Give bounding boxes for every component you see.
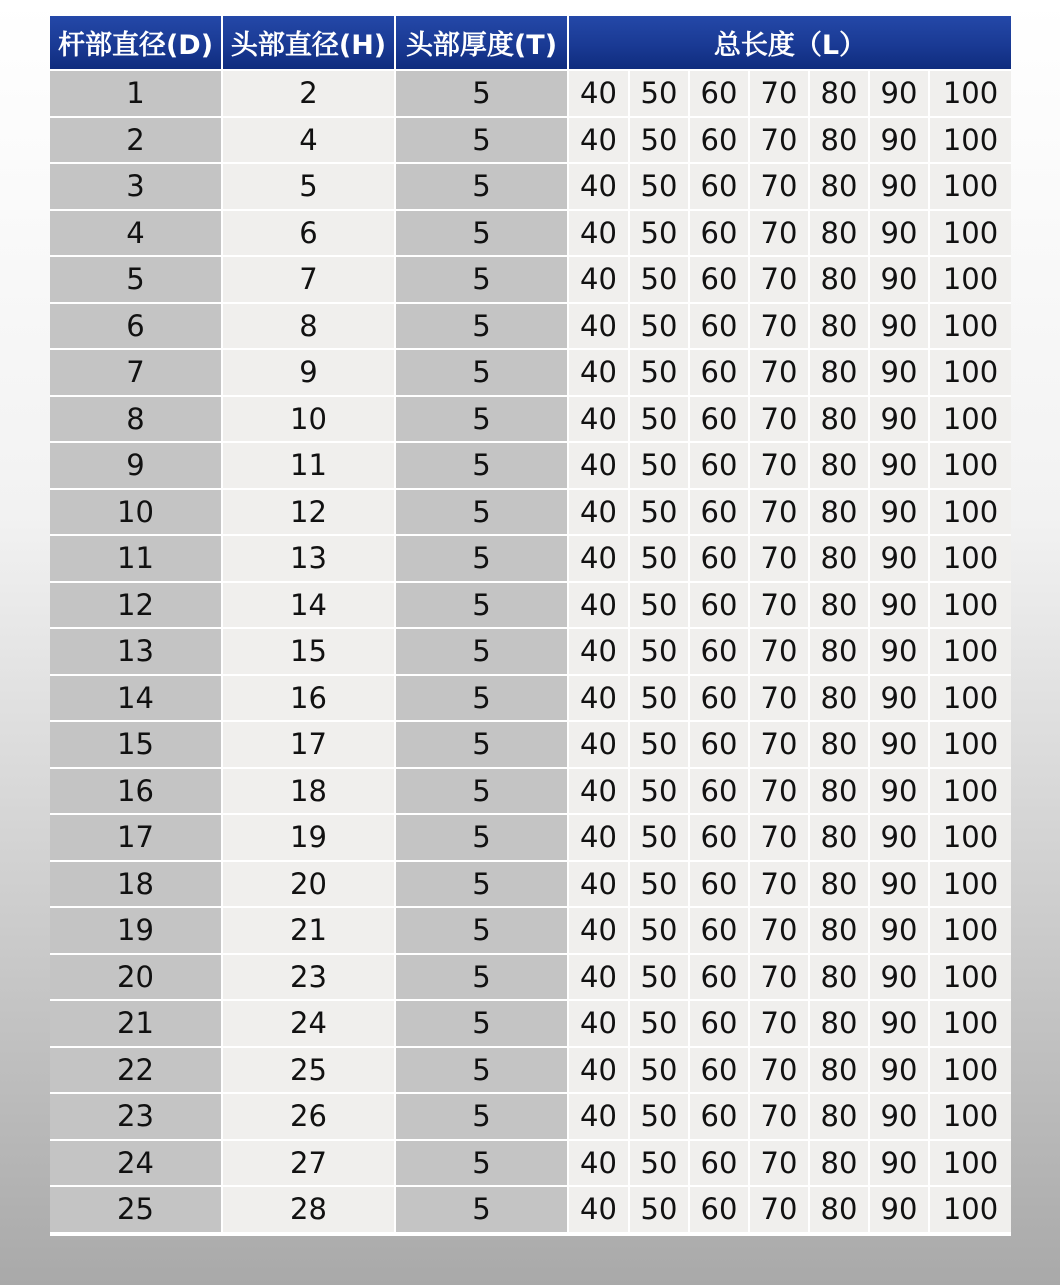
table-row <box>50 908 1011 955</box>
total-length-cell: 70 <box>750 583 810 630</box>
head-thickness-cell: 5 <box>396 350 569 397</box>
total-length-cell: 80 <box>810 257 870 304</box>
header-shaft-diameter: 杆部直径(D) <box>50 16 223 71</box>
total-length-cell: 40 <box>569 164 630 211</box>
total-length-cell: 50 <box>630 815 690 862</box>
total-length-cell: 100 <box>930 629 1011 676</box>
total-length-cell: 70 <box>750 536 810 583</box>
shaft-diameter-cell: 5 <box>50 257 223 304</box>
head-diameter-cell: 26 <box>223 1094 396 1141</box>
total-length-cell: 70 <box>750 71 810 118</box>
table-row <box>50 862 1011 909</box>
total-length-cell: 50 <box>630 490 690 537</box>
total-length-cell: 50 <box>630 908 690 955</box>
head-thickness-cell: 5 <box>396 490 569 537</box>
total-length-cell: 100 <box>930 955 1011 1002</box>
header-head-diameter: 头部直径(H) <box>223 16 396 71</box>
table-row <box>50 211 1011 258</box>
head-thickness-cell: 5 <box>396 583 569 630</box>
total-length-cell: 90 <box>870 118 930 165</box>
total-length-cell: 80 <box>810 536 870 583</box>
head-thickness-cell: 5 <box>396 118 569 165</box>
head-diameter-cell: 18 <box>223 769 396 816</box>
shaft-diameter-cell: 21 <box>50 1001 223 1048</box>
total-length-cell: 60 <box>690 443 750 490</box>
shaft-diameter-cell: 15 <box>50 722 223 769</box>
total-length-cell: 70 <box>750 1001 810 1048</box>
table-row <box>50 118 1011 165</box>
total-length-cell: 100 <box>930 769 1011 816</box>
head-diameter-cell: 13 <box>223 536 396 583</box>
total-length-cell: 60 <box>690 676 750 723</box>
table-row <box>50 583 1011 630</box>
head-thickness-cell: 5 <box>396 1048 569 1095</box>
table-row <box>50 536 1011 583</box>
total-length-cell: 70 <box>750 815 810 862</box>
total-length-cell: 60 <box>690 1001 750 1048</box>
total-length-cell: 60 <box>690 583 750 630</box>
total-length-cell: 80 <box>810 676 870 723</box>
total-length-cell: 50 <box>630 71 690 118</box>
head-diameter-cell: 14 <box>223 583 396 630</box>
total-length-cell: 80 <box>810 164 870 211</box>
head-thickness-cell: 5 <box>396 629 569 676</box>
total-length-cell: 60 <box>690 304 750 351</box>
total-length-cell: 60 <box>690 908 750 955</box>
total-length-cell: 50 <box>630 1048 690 1095</box>
total-length-cell: 50 <box>630 676 690 723</box>
head-thickness-cell: 5 <box>396 908 569 955</box>
head-thickness-cell: 5 <box>396 676 569 723</box>
total-length-cell: 50 <box>630 629 690 676</box>
shaft-diameter-cell: 12 <box>50 583 223 630</box>
total-length-cell: 50 <box>630 304 690 351</box>
shaft-diameter-cell: 19 <box>50 908 223 955</box>
total-length-cell: 100 <box>930 536 1011 583</box>
total-length-cell: 100 <box>930 815 1011 862</box>
total-length-cell: 100 <box>930 71 1011 118</box>
total-length-cell: 60 <box>690 769 750 816</box>
head-thickness-cell: 5 <box>396 769 569 816</box>
total-length-cell: 40 <box>569 955 630 1002</box>
table-row <box>50 1048 1011 1095</box>
total-length-cell: 40 <box>569 769 630 816</box>
total-length-cell: 100 <box>930 257 1011 304</box>
table-row <box>50 722 1011 769</box>
total-length-cell: 40 <box>569 211 630 258</box>
total-length-cell: 80 <box>810 955 870 1002</box>
total-length-cell: 90 <box>870 1001 930 1048</box>
total-length-cell: 100 <box>930 443 1011 490</box>
table-row <box>50 1094 1011 1141</box>
total-length-cell: 90 <box>870 443 930 490</box>
table-row <box>50 815 1011 862</box>
total-length-cell: 40 <box>569 118 630 165</box>
total-length-cell: 50 <box>630 722 690 769</box>
total-length-cell: 60 <box>690 257 750 304</box>
shaft-diameter-cell: 13 <box>50 629 223 676</box>
total-length-cell: 40 <box>569 490 630 537</box>
total-length-cell: 80 <box>810 490 870 537</box>
total-length-cell: 90 <box>870 1187 930 1234</box>
head-thickness-cell: 5 <box>396 1094 569 1141</box>
table-row <box>50 257 1011 304</box>
total-length-cell: 90 <box>870 397 930 444</box>
head-thickness-cell: 5 <box>396 536 569 583</box>
total-length-cell: 90 <box>870 1094 930 1141</box>
total-length-cell: 40 <box>569 1001 630 1048</box>
total-length-cell: 100 <box>930 490 1011 537</box>
total-length-cell: 90 <box>870 304 930 351</box>
total-length-cell: 90 <box>870 583 930 630</box>
shaft-diameter-cell: 20 <box>50 955 223 1002</box>
shaft-diameter-cell: 24 <box>50 1141 223 1188</box>
total-length-cell: 40 <box>569 583 630 630</box>
total-length-cell: 50 <box>630 1141 690 1188</box>
total-length-cell: 50 <box>630 583 690 630</box>
shaft-diameter-cell: 7 <box>50 350 223 397</box>
total-length-cell: 90 <box>870 908 930 955</box>
total-length-cell: 60 <box>690 536 750 583</box>
total-length-cell: 80 <box>810 1141 870 1188</box>
table-row <box>50 769 1011 816</box>
head-diameter-cell: 5 <box>223 164 396 211</box>
total-length-cell: 100 <box>930 1141 1011 1188</box>
total-length-cell: 80 <box>810 862 870 909</box>
head-thickness-cell: 5 <box>396 71 569 118</box>
total-length-cell: 80 <box>810 769 870 816</box>
total-length-cell: 70 <box>750 304 810 351</box>
total-length-cell: 60 <box>690 1048 750 1095</box>
head-diameter-cell: 9 <box>223 350 396 397</box>
total-length-cell: 40 <box>569 1094 630 1141</box>
total-length-cell: 60 <box>690 1094 750 1141</box>
total-length-cell: 70 <box>750 1141 810 1188</box>
total-length-cell: 70 <box>750 397 810 444</box>
total-length-cell: 70 <box>750 1048 810 1095</box>
total-length-cell: 100 <box>930 304 1011 351</box>
total-length-cell: 50 <box>630 955 690 1002</box>
head-diameter-cell: 11 <box>223 443 396 490</box>
head-thickness-cell: 5 <box>396 164 569 211</box>
table-row <box>50 71 1011 118</box>
table-row <box>50 1001 1011 1048</box>
total-length-cell: 60 <box>690 350 750 397</box>
total-length-cell: 40 <box>569 1048 630 1095</box>
total-length-cell: 60 <box>690 118 750 165</box>
shaft-diameter-cell: 2 <box>50 118 223 165</box>
shaft-diameter-cell: 17 <box>50 815 223 862</box>
total-length-cell: 40 <box>569 815 630 862</box>
total-length-cell: 100 <box>930 908 1011 955</box>
total-length-cell: 80 <box>810 211 870 258</box>
total-length-cell: 100 <box>930 1187 1011 1234</box>
shaft-diameter-cell: 16 <box>50 769 223 816</box>
total-length-cell: 60 <box>690 955 750 1002</box>
total-length-cell: 40 <box>569 1141 630 1188</box>
total-length-cell: 90 <box>870 1048 930 1095</box>
table-row <box>50 676 1011 723</box>
head-thickness-cell: 5 <box>396 1141 569 1188</box>
head-diameter-cell: 19 <box>223 815 396 862</box>
total-length-cell: 60 <box>690 862 750 909</box>
total-length-cell: 50 <box>630 536 690 583</box>
shaft-diameter-cell: 1 <box>50 71 223 118</box>
head-diameter-cell: 17 <box>223 722 396 769</box>
table-header-row <box>50 16 1011 71</box>
total-length-cell: 70 <box>750 443 810 490</box>
table-row <box>50 164 1011 211</box>
table-row <box>50 490 1011 537</box>
total-length-cell: 50 <box>630 164 690 211</box>
total-length-cell: 40 <box>569 722 630 769</box>
total-length-cell: 50 <box>630 211 690 258</box>
total-length-cell: 70 <box>750 350 810 397</box>
shaft-diameter-cell: 25 <box>50 1187 223 1234</box>
total-length-cell: 70 <box>750 257 810 304</box>
total-length-cell: 80 <box>810 1187 870 1234</box>
head-thickness-cell: 5 <box>396 955 569 1002</box>
total-length-cell: 100 <box>930 862 1011 909</box>
head-diameter-cell: 25 <box>223 1048 396 1095</box>
total-length-cell: 70 <box>750 722 810 769</box>
total-length-cell: 50 <box>630 1187 690 1234</box>
total-length-cell: 50 <box>630 257 690 304</box>
total-length-cell: 60 <box>690 629 750 676</box>
head-diameter-cell: 7 <box>223 257 396 304</box>
total-length-cell: 80 <box>810 397 870 444</box>
head-thickness-cell: 5 <box>396 722 569 769</box>
total-length-cell: 40 <box>569 908 630 955</box>
head-diameter-cell: 23 <box>223 955 396 1002</box>
total-length-cell: 90 <box>870 722 930 769</box>
total-length-cell: 50 <box>630 1001 690 1048</box>
total-length-cell: 90 <box>870 536 930 583</box>
total-length-cell: 90 <box>870 211 930 258</box>
total-length-cell: 40 <box>569 536 630 583</box>
shaft-diameter-cell: 4 <box>50 211 223 258</box>
head-diameter-cell: 8 <box>223 304 396 351</box>
total-length-cell: 90 <box>870 490 930 537</box>
shaft-diameter-cell: 23 <box>50 1094 223 1141</box>
total-length-cell: 80 <box>810 908 870 955</box>
total-length-cell: 50 <box>630 862 690 909</box>
total-length-cell: 80 <box>810 71 870 118</box>
shaft-diameter-cell: 18 <box>50 862 223 909</box>
total-length-cell: 80 <box>810 118 870 165</box>
total-length-cell: 70 <box>750 1187 810 1234</box>
head-diameter-cell: 12 <box>223 490 396 537</box>
shaft-diameter-cell: 11 <box>50 536 223 583</box>
head-thickness-cell: 5 <box>396 1187 569 1234</box>
head-diameter-cell: 16 <box>223 676 396 723</box>
total-length-cell: 40 <box>569 629 630 676</box>
total-length-cell: 40 <box>569 1187 630 1234</box>
head-diameter-cell: 4 <box>223 118 396 165</box>
head-diameter-cell: 28 <box>223 1187 396 1234</box>
total-length-cell: 90 <box>870 815 930 862</box>
total-length-cell: 90 <box>870 164 930 211</box>
total-length-cell: 50 <box>630 1094 690 1141</box>
table-row <box>50 629 1011 676</box>
table-row <box>50 443 1011 490</box>
spec-table-container <box>50 16 1011 1236</box>
total-length-cell: 100 <box>930 1094 1011 1141</box>
total-length-cell: 100 <box>930 1001 1011 1048</box>
total-length-cell: 60 <box>690 722 750 769</box>
total-length-cell: 50 <box>630 350 690 397</box>
total-length-cell: 80 <box>810 815 870 862</box>
total-length-cell: 80 <box>810 722 870 769</box>
head-thickness-cell: 5 <box>396 211 569 258</box>
total-length-cell: 60 <box>690 490 750 537</box>
total-length-cell: 70 <box>750 1094 810 1141</box>
total-length-cell: 80 <box>810 1048 870 1095</box>
total-length-cell: 90 <box>870 862 930 909</box>
total-length-cell: 100 <box>930 350 1011 397</box>
total-length-cell: 70 <box>750 769 810 816</box>
total-length-cell: 70 <box>750 676 810 723</box>
total-length-cell: 50 <box>630 118 690 165</box>
total-length-cell: 70 <box>750 955 810 1002</box>
total-length-cell: 90 <box>870 1141 930 1188</box>
total-length-cell: 80 <box>810 583 870 630</box>
shaft-diameter-cell: 8 <box>50 397 223 444</box>
head-diameter-cell: 6 <box>223 211 396 258</box>
total-length-cell: 90 <box>870 955 930 1002</box>
header-total-length: 总长度（L） <box>569 16 1011 71</box>
head-thickness-cell: 5 <box>396 862 569 909</box>
head-thickness-cell: 5 <box>396 1001 569 1048</box>
total-length-cell: 90 <box>870 629 930 676</box>
table-row <box>50 1141 1011 1188</box>
table-row <box>50 955 1011 1002</box>
total-length-cell: 100 <box>930 164 1011 211</box>
total-length-cell: 40 <box>569 71 630 118</box>
total-length-cell: 100 <box>930 1048 1011 1095</box>
total-length-cell: 40 <box>569 257 630 304</box>
total-length-cell: 70 <box>750 862 810 909</box>
total-length-cell: 80 <box>810 443 870 490</box>
total-length-cell: 60 <box>690 397 750 444</box>
total-length-cell: 90 <box>870 350 930 397</box>
total-length-cell: 60 <box>690 211 750 258</box>
total-length-cell: 80 <box>810 1094 870 1141</box>
head-thickness-cell: 5 <box>396 397 569 444</box>
head-thickness-cell: 5 <box>396 304 569 351</box>
total-length-cell: 100 <box>930 583 1011 630</box>
total-length-cell: 90 <box>870 676 930 723</box>
table-row <box>50 304 1011 351</box>
total-length-cell: 60 <box>690 71 750 118</box>
head-diameter-cell: 20 <box>223 862 396 909</box>
total-length-cell: 90 <box>870 257 930 304</box>
total-length-cell: 80 <box>810 629 870 676</box>
head-diameter-cell: 10 <box>223 397 396 444</box>
total-length-cell: 70 <box>750 490 810 537</box>
head-diameter-cell: 24 <box>223 1001 396 1048</box>
total-length-cell: 70 <box>750 211 810 258</box>
total-length-cell: 70 <box>750 908 810 955</box>
total-length-cell: 40 <box>569 676 630 723</box>
total-length-cell: 60 <box>690 1187 750 1234</box>
total-length-cell: 60 <box>690 164 750 211</box>
total-length-cell: 90 <box>870 71 930 118</box>
total-length-cell: 100 <box>930 676 1011 723</box>
total-length-cell: 60 <box>690 1141 750 1188</box>
total-length-cell: 100 <box>930 118 1011 165</box>
total-length-cell: 40 <box>569 350 630 397</box>
shaft-diameter-cell: 6 <box>50 304 223 351</box>
shaft-diameter-cell: 14 <box>50 676 223 723</box>
head-diameter-cell: 15 <box>223 629 396 676</box>
shaft-diameter-cell: 10 <box>50 490 223 537</box>
table-row <box>50 350 1011 397</box>
total-length-cell: 80 <box>810 1001 870 1048</box>
total-length-cell: 40 <box>569 304 630 351</box>
total-length-cell: 40 <box>569 443 630 490</box>
total-length-cell: 50 <box>630 443 690 490</box>
head-diameter-cell: 27 <box>223 1141 396 1188</box>
shaft-diameter-cell: 22 <box>50 1048 223 1095</box>
dimension-spec-table <box>50 16 1011 1234</box>
total-length-cell: 100 <box>930 211 1011 258</box>
head-thickness-cell: 5 <box>396 443 569 490</box>
head-diameter-cell: 21 <box>223 908 396 955</box>
total-length-cell: 100 <box>930 397 1011 444</box>
head-thickness-cell: 5 <box>396 815 569 862</box>
total-length-cell: 60 <box>690 815 750 862</box>
shaft-diameter-cell: 9 <box>50 443 223 490</box>
shaft-diameter-cell: 3 <box>50 164 223 211</box>
head-thickness-cell: 5 <box>396 257 569 304</box>
total-length-cell: 90 <box>870 769 930 816</box>
head-diameter-cell: 2 <box>223 71 396 118</box>
total-length-cell: 50 <box>630 397 690 444</box>
total-length-cell: 40 <box>569 862 630 909</box>
total-length-cell: 70 <box>750 629 810 676</box>
table-row <box>50 1187 1011 1234</box>
total-length-cell: 70 <box>750 118 810 165</box>
header-head-thickness: 头部厚度(T) <box>396 16 569 71</box>
total-length-cell: 70 <box>750 164 810 211</box>
total-length-cell: 80 <box>810 350 870 397</box>
total-length-cell: 50 <box>630 769 690 816</box>
total-length-cell: 100 <box>930 722 1011 769</box>
total-length-cell: 40 <box>569 397 630 444</box>
table-row <box>50 397 1011 444</box>
total-length-cell: 80 <box>810 304 870 351</box>
